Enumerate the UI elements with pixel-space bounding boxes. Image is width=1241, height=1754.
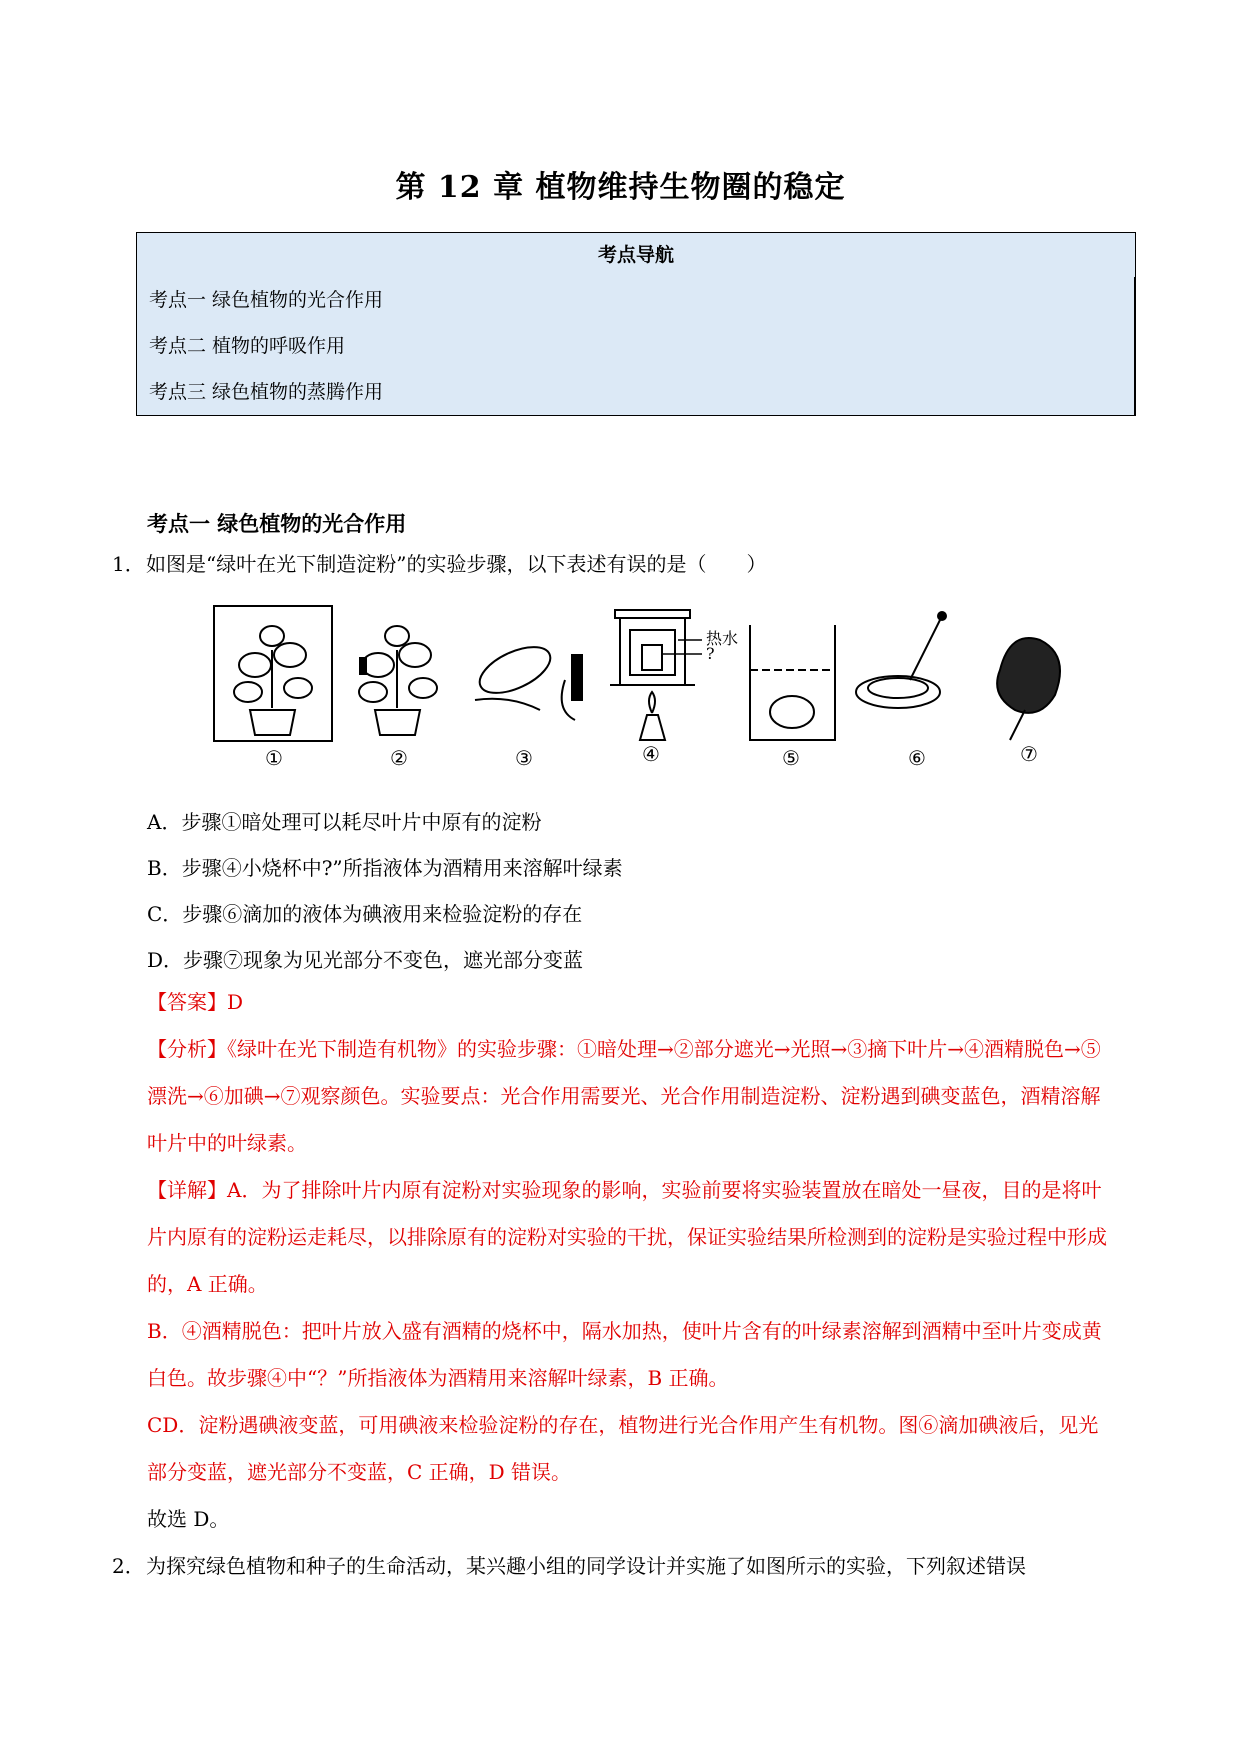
option-c: C．步骤⑥滴加的液体为碘液用来检验淀粉的存在	[147, 902, 583, 926]
analysis: 【分析】《绿叶在光下制造有机物》的实验步骤：①暗处理→②部分遮光→光照→③摘下叶片→④酒精脱色→⑤漂洗→⑥加碘→⑦观察颜色。实验要点：光合作用需要光、光合作用制造淀粉、淀粉遇到碘变蓝色，酒精溶解叶片中的叶绿素。	[147, 1037, 1101, 1155]
detail-b: B．④酒精脱色：把叶片放入盛有酒精的烧杯中，隔水加热，使叶片含有的叶绿素溶解到酒精中至叶片变成黄白色。故步骤④中“？”所指液体为酒精用来溶解叶绿素，B 正确。	[147, 1319, 1102, 1390]
step-label-7: ⑦	[1020, 742, 1038, 766]
nav-item-2: 考点二 植物的呼吸作用	[137, 323, 1135, 369]
question-2	[112, 1552, 1026, 1580]
question-text: 为探究绿色植物和种子的生命活动，某兴趣小组的同学设计并实施了如图所示的实验，下列叙述错误	[146, 1554, 1026, 1578]
page-title: 第 12 章 植物维持生物圈的稳定	[395, 170, 846, 205]
section-heading: 考点一 绿色植物的光合作用	[147, 511, 407, 536]
step-label-5: ⑤	[782, 746, 800, 770]
step-label-6: ⑥	[908, 746, 926, 770]
option-b: B．步骤④小烧杯中?”所指液体为酒精用来溶解叶绿素	[147, 856, 623, 880]
answer: 【答案】D	[147, 990, 244, 1014]
question-1	[112, 550, 766, 578]
step-label-1: ①	[265, 746, 283, 770]
experiment-steps-figure	[210, 600, 1070, 775]
step-label-2: ②	[390, 746, 408, 770]
nav-item-3: 考点三 绿色植物的蒸腾作用	[137, 369, 1135, 415]
question-number: 2．	[112, 1554, 145, 1578]
question-number: 1．	[112, 552, 145, 576]
conclusion: 故选 D。	[147, 1507, 230, 1531]
step-label-3: ③	[515, 746, 533, 770]
step-label-4: ④	[642, 742, 660, 766]
option-d: D．步骤⑦现象为见光部分不变色，遮光部分变蓝	[147, 948, 584, 972]
topic-navigation-box	[136, 232, 1136, 416]
question-text: 如图是“绿叶在光下制造淀粉”的实验步骤，以下表述有误的是（ ）	[146, 552, 767, 576]
navigation-header: 考点导航	[597, 244, 674, 266]
detail-a: 【详解】A．为了排除叶片内原有淀粉对实验现象的影响，实验前要将实验装置放在暗处一昼夜，目的是将叶片内原有的淀粉运走耗尽，以排除原有的淀粉对实验的干扰，保证实验结果所检测到的淀粉是实验过程中形成的，A 正确。	[147, 1178, 1107, 1296]
nav-item-1: 考点一 绿色植物的光合作用	[137, 277, 1135, 323]
question-mark-label: ?	[706, 644, 715, 663]
option-a: A．步骤①暗处理可以耗尽叶片中原有的淀粉	[147, 810, 542, 834]
detail-cd: CD．淀粉遇碘液变蓝，可用碘液来检验淀粉的存在，植物进行光合作用产生有机物。图⑥滴加碘液后，见光部分变蓝，遮光部分不变蓝，C 正确，D 错误。	[147, 1413, 1099, 1484]
hot-water-label: 热水	[706, 629, 739, 648]
experiment-steps-illustration	[210, 600, 1070, 775]
